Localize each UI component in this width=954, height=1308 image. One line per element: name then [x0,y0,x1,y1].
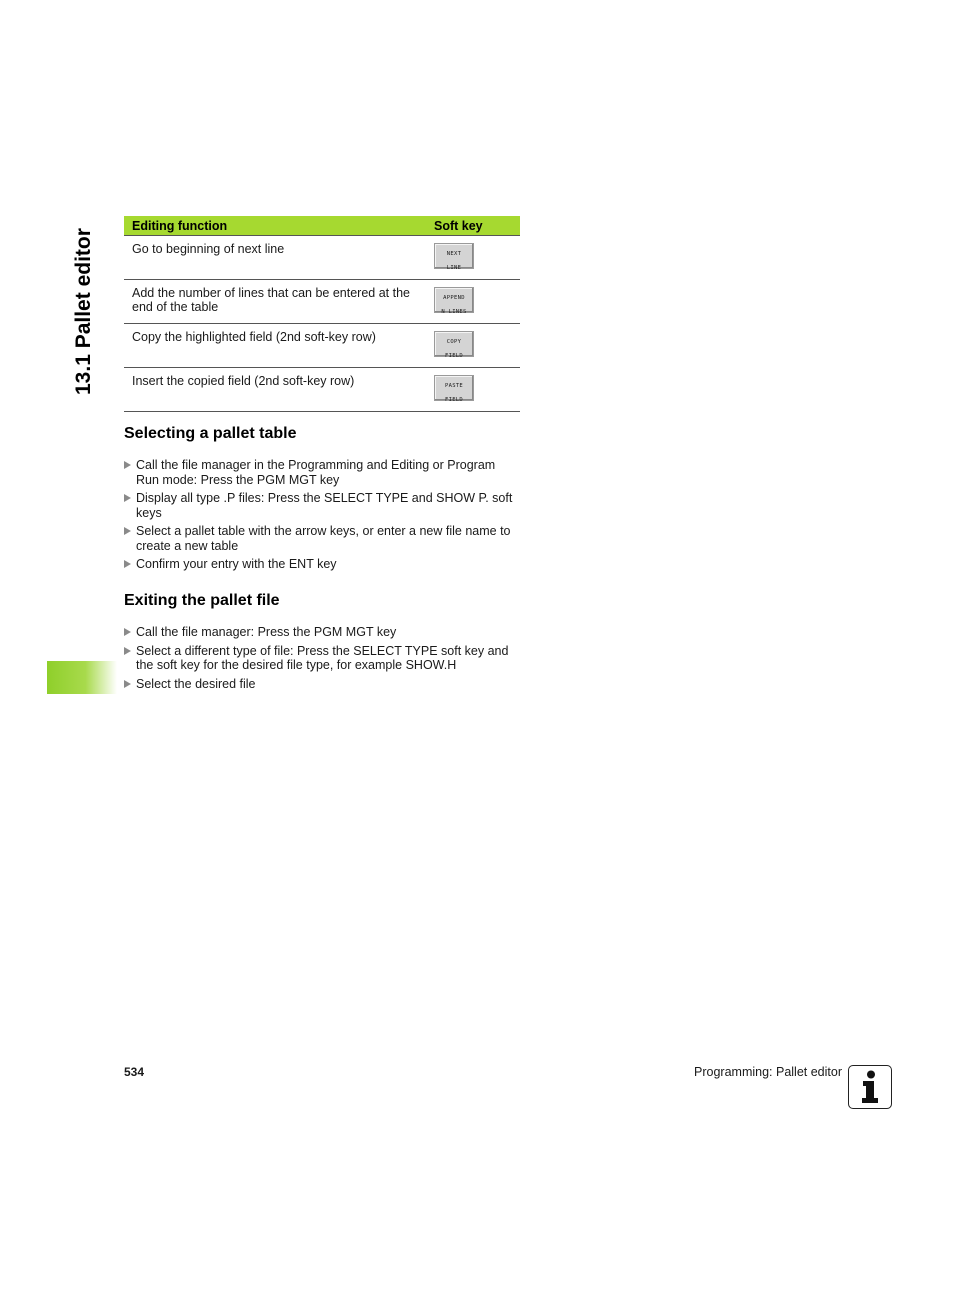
step-arrow-icon [124,628,131,636]
info-glyph [849,1066,890,1107]
header-soft-key: Soft key [426,216,520,236]
table-row [124,368,520,412]
step-arrow-icon [124,560,131,568]
list-item [124,458,520,487]
list-item [124,557,520,572]
row-description: Add the number of lines that can be entered at the end of the table [124,280,426,324]
step-text: Confirm your entry with the ENT key [136,557,337,571]
table-header-row [124,216,520,236]
row-description: Copy the highlighted field (2nd soft-key row) [124,324,426,368]
step-text: Select the desired file [136,676,256,691]
exiting-steps-list [124,625,520,695]
step-arrow-icon [124,680,131,688]
softkey-label-top: NEXT [446,251,462,257]
softkey-label-top: PASTE [444,383,464,389]
softkey-label-bottom: FIELD [444,353,464,359]
editing-functions-table [124,216,520,412]
list-item [124,491,520,520]
chapter-side-title: 13.1 Pallet editor [72,228,95,395]
step-text: Call the file manager: Press the PGM MGT key [136,625,397,639]
list-item [124,644,520,673]
row-description: Insert the copied field (2nd soft-key row) [124,368,426,412]
step-text: Call the file manager in the Programming and Editing or Program Run mode: Press the PGM MGT key [136,458,496,487]
step-text: Select a different type of file: Press the SELECT TYPE soft key and the soft key for the desired file type, for example SHOW.H [136,643,509,672]
footer-chapter-title: Programming: Pallet editor [694,1065,842,1079]
chapter-tab-marker [47,661,117,694]
row-description: Go to beginning of next line [124,236,426,280]
section-heading-selecting: Selecting a pallet table [124,425,297,442]
info-icon [848,1065,892,1109]
row-softkey-cell [426,368,520,412]
row-softkey-cell [426,280,520,324]
step-arrow-icon [124,527,131,535]
softkey-label-bottom: N LINES [441,309,467,315]
section-heading-exiting: Exiting the pallet file [124,592,280,609]
table-row [124,324,520,368]
selecting-steps-list [124,458,520,576]
softkey-label-bottom: FIELD [444,397,464,403]
row-softkey-cell [426,324,520,368]
page-number: 534 [124,1065,145,1079]
softkey-label-bottom: LINE [446,265,462,271]
table-row [124,236,520,280]
copy-field-softkey[interactable] [434,331,474,357]
step-arrow-icon [124,647,131,655]
append-n-lines-softkey[interactable] [434,287,474,313]
list-item [124,524,520,553]
step-text: Display all type .P files: Press the SELECT TYPE and SHOW P. soft keys [136,491,513,520]
row-softkey-cell [426,236,520,280]
list-item [124,625,520,640]
step-text: Select a pallet table with the arrow keys, or enter a new file name to create a new table [136,524,511,553]
table-row [124,280,520,324]
softkey-label-top: APPEND [443,295,465,301]
header-editing-function: Editing function [124,216,426,236]
softkey-label-top: COPY [446,339,462,345]
next-line-softkey[interactable] [434,243,474,269]
step-arrow-icon [124,461,131,469]
step-arrow-icon [124,494,131,502]
list-item [124,677,520,692]
paste-field-softkey[interactable] [434,375,474,401]
